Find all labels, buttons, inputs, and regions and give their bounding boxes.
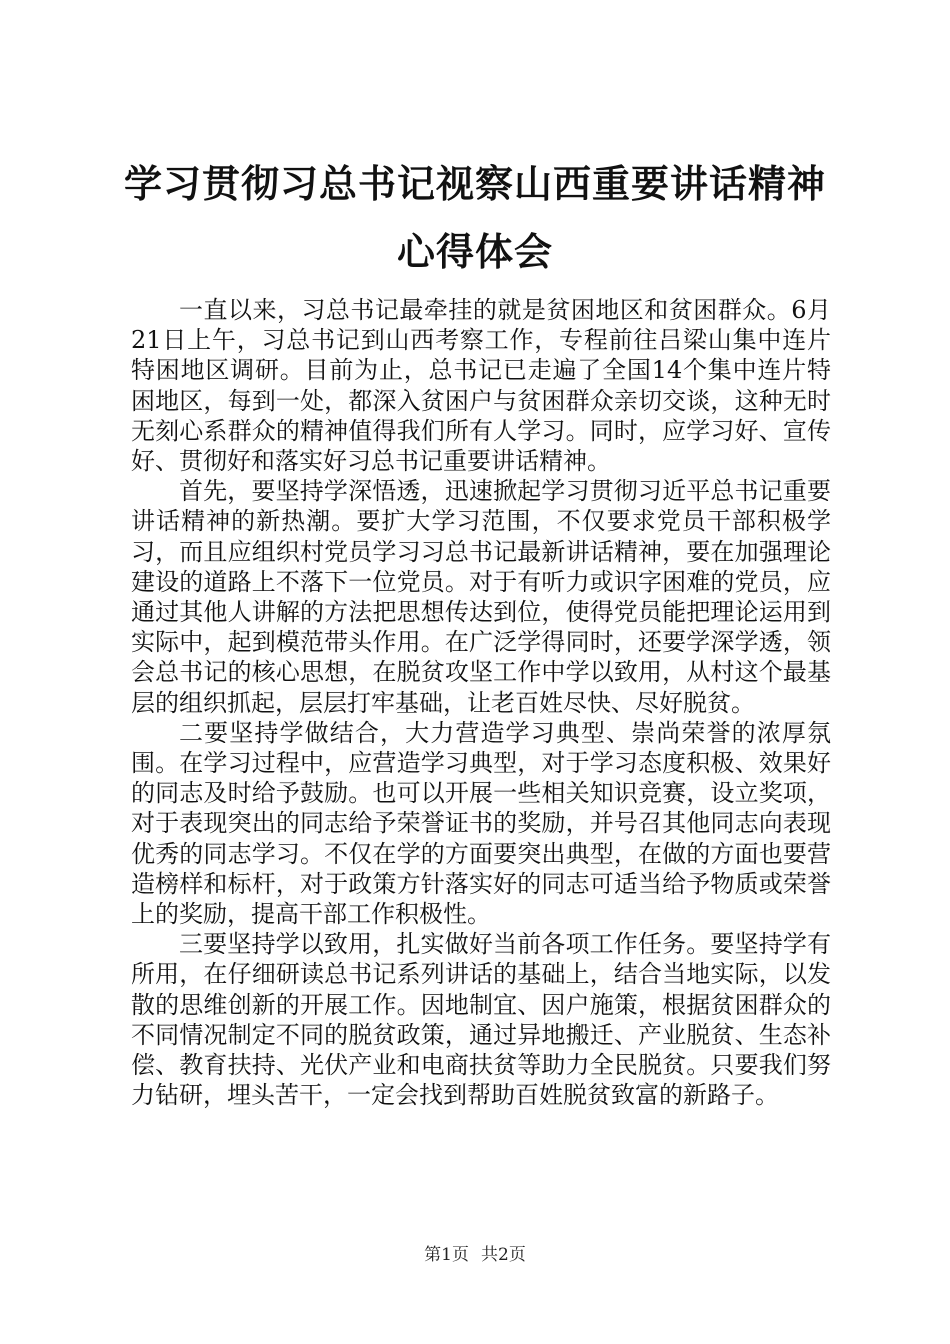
- document-title: 学习贯彻习总书记视察山西重要讲话精神心得体会: [123, 162, 826, 274]
- document-body: [131, 295, 831, 1110]
- page-footer: [0, 1240, 950, 1265]
- paragraph: 一直以来，习总书记最牵挂的就是贫困地区和贫困群众。6月21日上午，习总书记到山西考察工作，专程前往吕梁山集中连片特困地区调研。目前为止，总书记已走遍了全国14个集中连片特困地区，每到一处，都深入贫困户与贫困群众亲切交谈，这种无时无刻心系群众的精神值得我们所有人学习。同时，应学习好、宣传好、贯彻好和落实好习总书记重要讲话精神。: [131, 296, 831, 476]
- paragraph: 首先，要坚持学深悟透，迅速掀起学习贯彻习近平总书记重要讲话精神的新热潮。要扩大学习范围，不仅要求党员干部积极学习，而且应组织村党员学习习总书记最新讲话精神，要在加强理论建设的道路上不落下一位党员。对于有听力或识字困难的党员，应通过其他人讲解的方法把思想传达到位，使得党员能把理论运用到实际中，起到模范带头作用。在广泛学得同时，还要学深学透，领会总书记的核心思想，在脱贫攻坚工作中学以致用，从村这个最基层的组织抓起，层层打牢基础，让老百姓尽快、尽好脱贫。: [131, 477, 831, 717]
- paragraph: 二要坚持学做结合，大力营造学习典型、崇尚荣誉的浓厚氛围。在学习过程中，应营造学习典型，对于学习态度积极、效果好的同志及时给予鼓励。也可以开展一些相关知识竞赛，设立奖项，对于表现突出的同志给予荣誉证书的奖励，并号召其他同志向表现优秀的同志学习。不仅在学的方面要突出典型，在做的方面也要营造榜样和标杆，对于政策方针落实好的同志可适当给予物质或荣誉上的奖励，提高干部工作积极性。: [131, 718, 831, 929]
- page-total: 共2页: [481, 1245, 526, 1265]
- paragraph: 三要坚持学以致用，扎实做好当前各项工作任务。要坚持学有所用，在仔细研读总书记系列讲话的基础上，结合当地实际，以发散的思维创新的开展工作。因地制宜、因户施策，根据贫困群众的不同情况制定不同的脱贫政策，通过异地搬迁、产业脱贫、生态补偿、教育扶持、光伏产业和电商扶贫等助力全民脱贫。只要我们努力钻研，埋头苦干，一定会找到帮助百姓脱贫致富的新路子。: [131, 930, 831, 1110]
- page-number: 第1页: [424, 1245, 469, 1265]
